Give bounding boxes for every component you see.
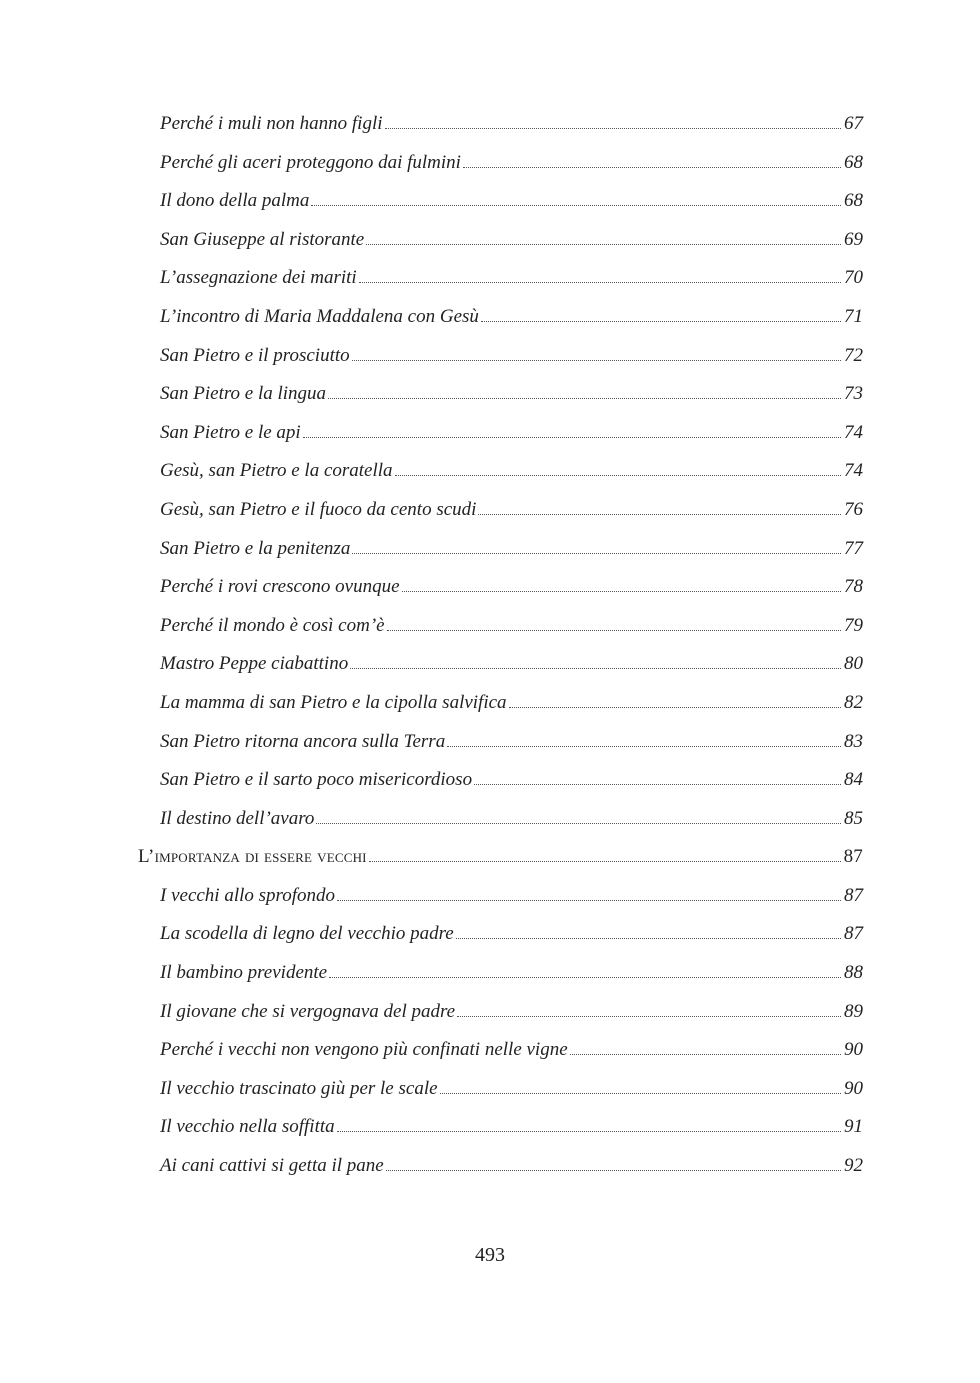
toc-entry-title: San Pietro e il prosciutto <box>160 344 350 366</box>
toc-entry-title: Gesù, san Pietro e il fuoco da cento scudi <box>160 498 477 520</box>
toc-entry-title: San Giuseppe al ristorante <box>160 228 365 250</box>
dot-leader <box>352 552 841 554</box>
toc-entry-page: 85 <box>844 807 863 829</box>
toc-entry-title: Perché gli aceri proteggono dai fulmini <box>160 151 461 173</box>
toc-entry <box>138 692 863 731</box>
toc-entry-page: 70 <box>844 267 863 289</box>
toc-entry <box>138 1001 863 1040</box>
toc-entry-title: Il bambino previdente <box>160 962 328 984</box>
dot-leader <box>316 822 841 824</box>
dot-leader <box>385 127 841 129</box>
toc-entry <box>138 731 863 770</box>
toc-entry-page: 71 <box>844 305 863 327</box>
toc-entry-page: 90 <box>844 1077 863 1099</box>
toc-entry-title: Perché i vecchi non vengono più confinati nelle vigne <box>160 1039 568 1061</box>
toc-entry-title: San Pietro e la lingua <box>160 383 327 405</box>
toc-entry-title: I vecchi allo sprofondo <box>160 884 336 906</box>
toc-entry <box>138 769 863 808</box>
toc-entry-title: Il destino dell’avaro <box>160 807 315 829</box>
dot-leader <box>481 320 841 322</box>
toc-entry-page: 87 <box>844 884 863 906</box>
toc-entry <box>138 499 863 538</box>
toc-entry-page: 88 <box>844 962 863 984</box>
toc-entry <box>138 229 863 268</box>
toc-entry-page: 90 <box>844 1039 863 1061</box>
toc-section-heading <box>138 846 863 885</box>
toc-entry-page: 76 <box>844 498 863 520</box>
dot-leader <box>509 706 841 708</box>
toc-entry-title: Il dono della palma <box>160 190 310 212</box>
dot-leader <box>440 1092 841 1094</box>
toc-entry <box>138 576 863 615</box>
toc-entry-title: L’importanza di essere vecchi <box>138 846 367 868</box>
toc-entry-page: 78 <box>844 576 863 598</box>
toc-entry-title: Il vecchio trascinato giù per le scale <box>160 1077 438 1099</box>
toc-entry <box>138 885 863 924</box>
toc-entry-page: 67 <box>844 113 863 134</box>
toc-entry-title: San Pietro e il sarto poco misericordioso <box>160 769 473 791</box>
dot-leader <box>352 359 841 361</box>
toc-entry-title: Perché il mondo è così com’è <box>160 614 385 636</box>
toc-entry-title: San Pietro ritorna ancora sulla Terra <box>160 730 446 752</box>
toc-entry-title: Ai cani cattivi si getta il pane <box>160 1155 384 1177</box>
toc-entry-page: 68 <box>844 190 863 212</box>
toc-entry-title: L’incontro di Maria Maddalena con Gesù <box>160 305 479 327</box>
toc-entry <box>138 1155 863 1194</box>
toc-entry-page: 79 <box>844 614 863 636</box>
dot-leader <box>369 860 841 862</box>
dot-leader <box>570 1053 841 1055</box>
toc-entry <box>138 190 863 229</box>
dot-leader <box>303 436 841 438</box>
toc-entry <box>138 267 863 306</box>
dot-leader <box>387 629 841 631</box>
toc-entry <box>138 1078 863 1117</box>
toc-entry-title: Il vecchio nella soffitta <box>160 1116 335 1138</box>
toc-entry-title: L’assegnazione dei mariti <box>160 267 357 289</box>
dot-leader <box>366 243 841 245</box>
toc-entry-page: 89 <box>844 1000 863 1022</box>
toc-entry-title: Perché i rovi crescono ovunque <box>160 576 400 598</box>
page-number: 493 <box>475 1244 505 1266</box>
toc-entry <box>138 653 863 692</box>
toc-entry-title: San Pietro e le api <box>160 421 301 443</box>
toc-entry <box>138 383 863 422</box>
toc-entry-title: La mamma di san Pietro e la cipolla salvifica <box>160 691 507 713</box>
toc-entry <box>138 345 863 384</box>
toc-entry <box>138 1039 863 1078</box>
dot-leader <box>463 166 841 168</box>
toc-entry <box>138 615 863 654</box>
dot-leader <box>350 667 841 669</box>
toc-entry-page: 92 <box>844 1155 863 1177</box>
toc-entry-page: 82 <box>844 691 863 713</box>
toc-entry <box>138 808 863 847</box>
toc-entry-page: 72 <box>844 344 863 366</box>
toc-entry-page: 84 <box>844 769 863 791</box>
toc-entry-page: 87 <box>844 923 863 945</box>
dot-leader <box>359 281 841 283</box>
toc-entry <box>138 538 863 577</box>
toc-entry <box>138 1116 863 1155</box>
toc-entry <box>138 422 863 461</box>
toc-entry-page: 73 <box>844 383 863 405</box>
dot-leader <box>456 937 841 939</box>
dot-leader <box>395 474 841 476</box>
toc-entry-title: Il giovane che si vergognava del padre <box>160 1000 456 1022</box>
dot-leader <box>457 1015 841 1017</box>
dot-leader <box>328 397 841 399</box>
toc-entry <box>138 962 863 1001</box>
dot-leader <box>311 204 841 206</box>
toc-entry-page: 80 <box>844 653 863 675</box>
dot-leader <box>478 513 841 515</box>
toc-entry <box>138 923 863 962</box>
toc-entry-page: 87 <box>843 846 863 868</box>
table-of-contents <box>138 113 863 1194</box>
toc-entry <box>138 306 863 345</box>
dot-leader <box>386 1169 841 1171</box>
dot-leader <box>474 783 841 785</box>
dot-leader <box>329 976 841 978</box>
dot-leader <box>337 1130 841 1132</box>
toc-entry <box>138 152 863 191</box>
toc-entry-page: 91 <box>844 1116 863 1138</box>
toc-entry-page: 77 <box>844 537 863 559</box>
toc-entry-page: 69 <box>844 228 863 250</box>
dot-leader <box>402 590 841 592</box>
toc-entry-title: San Pietro e la penitenza <box>160 537 351 559</box>
dot-leader <box>337 899 841 901</box>
toc-entry-title: Gesù, san Pietro e la coratella <box>160 460 393 482</box>
toc-entry-title: Perché i muli non hanno figli <box>160 113 383 134</box>
toc-entry <box>138 113 863 152</box>
dot-leader <box>447 745 841 747</box>
toc-entry-title: Mastro Peppe ciabattino <box>160 653 349 675</box>
toc-entry-page: 68 <box>844 151 863 173</box>
toc-entry-title: La scodella di legno del vecchio padre <box>160 923 454 945</box>
toc-entry <box>138 460 863 499</box>
toc-entry-page: 74 <box>844 460 863 482</box>
toc-entry-page: 83 <box>844 730 863 752</box>
toc-entry-page: 74 <box>844 421 863 443</box>
